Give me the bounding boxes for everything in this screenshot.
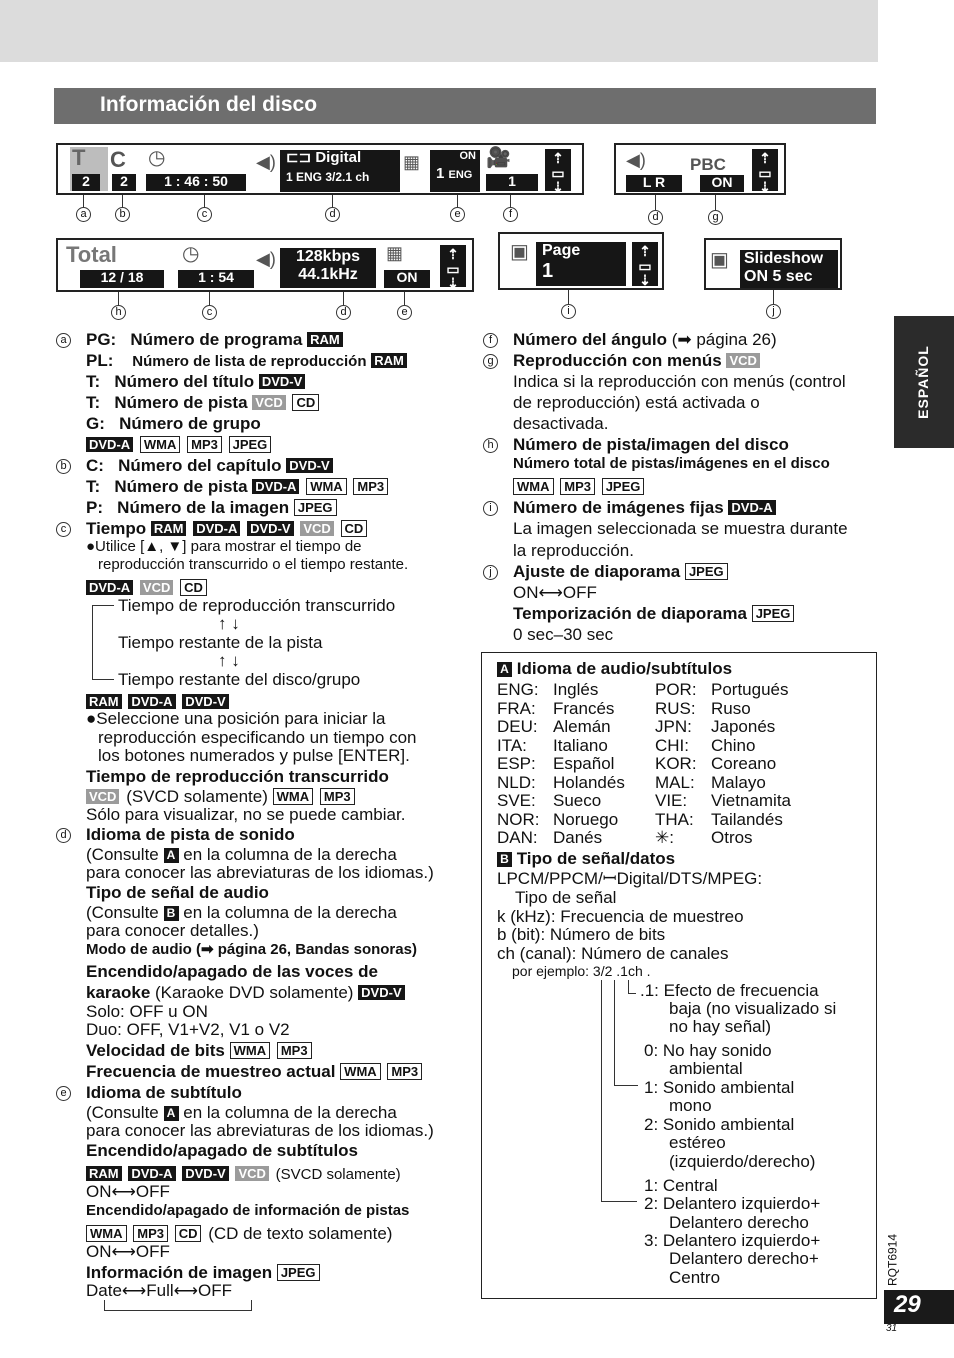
callout-g: g [483,354,498,369]
bit-desc: b (bit): Número de bits [497,925,666,944]
lang-code: ENG: [497,680,539,699]
lang-name: Coreano [711,754,777,773]
lang-code: SVE: [497,791,536,810]
subtitle-number: 1 [436,165,445,183]
front-3a: 3: Delantero izquierdo+ [644,1231,821,1250]
karaoke-solo: Solo: OFF u ON [86,1002,208,1021]
karaoke-heading-1: Encendido/apagado de las voces de [86,962,378,981]
lang-code: ESP: [497,754,536,773]
track-count: 12 / 18 [80,270,164,288]
image-icon: ▣ [510,241,529,263]
cycle-bracket [92,605,93,679]
page-box [536,242,626,286]
surround-0a: 0: No hay sonido [644,1041,772,1060]
lang-code: VIE: [655,791,688,810]
surround-2c: (izquierdo/derecho) [669,1152,816,1171]
cycle-arrows-1: ↑ ↓ [218,614,240,633]
front-3b: Delantero derecho+ [669,1249,819,1268]
lang-code: KOR: [655,754,697,773]
page-number: 29 [884,1290,954,1324]
lang-name: Tailandés [711,809,783,829]
audio-mode-line: Modo de audio (➡ página 26, Bandas sonoras) [86,941,417,958]
lr-channel: L R [626,175,682,192]
lang-name: Danés [553,828,603,847]
chapter-icon: C [110,147,126,172]
signal-types: LPCM/PPCM/ꟷDigital/DTS/MPEG: [497,869,763,888]
lang-code: RUS: [655,698,696,718]
karaoke-heading-2: karaoke (Karaoke DVD solamente) DVD-V [86,983,407,1002]
lang-code: FRA: [497,698,536,718]
select-note-1: ●Seleccione una posición para iniciar la [86,709,386,728]
speaker-icon: ◀) [256,249,276,269]
ch-desc: ch (canal): Número de canales [497,944,729,963]
tiempo-note-1: ●Utilice [▲, ▼] para mostrar el tiempo de [86,538,362,555]
callout-b: b [115,207,130,222]
image-icon: ▣ [710,249,729,271]
khz-desc: k (kHz): Frecuencia de muestreo [497,907,744,926]
callout-d: d [336,305,351,320]
callout-d: d [325,207,340,222]
subtitle-lang-heading: Idioma de subtítulo [86,1083,242,1102]
t-track-line: T: Número de pista VCD CD [86,393,321,412]
callout-h: h [483,438,498,453]
callout-c: c [197,207,212,222]
subtitle-lang: ENG [448,169,473,182]
lfe-line-2: baja (no visualizado si [669,999,837,1018]
callout-h: h [111,305,126,320]
subtitle-icon: ▦ [386,243,404,263]
callout-f: f [503,207,518,222]
lang-code: MAL: [655,772,695,792]
slideshow-values: ON⟷OFF [513,583,597,602]
display-panel-pbc [614,143,786,195]
consult-a-line-2: (Consulte A en la columna de la derecha [86,1103,397,1122]
select-note-3: los botones numerados y pulse [ENTER]. [98,746,410,765]
tiempo-note-2: reproducción transcurrido o el tiempo restante. [98,556,409,573]
front-2b: Delantero derecho [669,1213,809,1232]
bitrate-box [280,248,376,288]
pbc-on: ON [700,175,744,192]
image-info-values: Date⟷Full⟷OFF [86,1281,233,1300]
callout-e: e [450,207,465,222]
signal-types-desc: Tipo de señal [515,888,617,907]
language-side-tab [894,316,954,448]
doc-code [883,1233,903,1287]
doc-code-label: RQT6914 [885,1233,900,1287]
lang-name: Español [553,754,615,773]
audio-info-box [280,150,400,192]
title-number: 2 [112,174,136,191]
sampling-line: Frecuencia de muestreo actual WMA MP3 [86,1062,424,1081]
callout-c: c [56,522,71,537]
cycle-track: Tiempo restante de la pista [118,633,323,652]
lang-name: Portugués [711,680,789,699]
pbc-desc-1: Indica si la reproducción con menús (control [513,372,846,391]
lang-name: Chino [711,735,756,755]
consult-b-note: para conocer detalles.) [86,921,259,940]
kbps-value: 128kbps [295,248,361,265]
surround-0b: ambiental [669,1059,743,1078]
elapsed-tags: VCD (SVCD solamente) WMA MP3 [86,787,357,806]
lang-code: NLD: [497,772,536,792]
subtitle-icon: ▦ [403,152,421,172]
c-line: C: Número del capítulo DVD-V [86,456,335,475]
slideshow-range: 0 sec–30 sec [513,625,614,644]
pbc-desc-3: desactivada. [513,414,609,433]
elapsed-heading: Tiempo de reproducción transcurrido [86,767,389,786]
surround-2b: estéreo [669,1133,726,1152]
p-line: P: Número de la imagen JPEG [86,498,339,517]
pg-line: PG: Número de programa RAM [86,330,345,349]
lang-name: Alemán [553,717,611,736]
section-title: Información del disco [54,88,876,124]
callout-a: a [56,333,71,348]
audio-signal-heading: Tipo de señal de audio [86,883,269,902]
still-desc-1: La imagen seleccionada se muestra durante [513,519,848,538]
pbc-label: PBC [690,155,726,174]
lang-code: THA: [655,809,694,829]
lang-code: DAN: [497,828,538,847]
karaoke-duo: Duo: OFF, V1+V2, V1 o V2 [86,1020,290,1039]
t-track-line-2: T: Número de pista DVD-A WMA MP3 [86,477,390,496]
slideshow-status: ON 5 sec [744,268,813,286]
lang-name: Holandés [553,772,625,792]
khz-value: 44.1kHz [298,265,358,283]
dolby-icon: ⊏⊐ [286,149,316,166]
subtitle-on: ON [459,150,476,162]
callout-j: j [766,304,781,319]
callout-b: b [56,459,71,474]
callout-e: e [56,1086,71,1101]
consult-a-line: (Consulte A en la columna de la derecha [86,845,397,864]
lang-name: Ruso [711,698,751,718]
callout-i: i [483,501,498,516]
consult-a-note-2: para conocer las abreviaturas de los idiomas.) [86,1121,434,1140]
callout-i: i [561,304,576,319]
pbc-line: Reproducción con menús VCD [513,351,762,370]
angle-number: 1 [486,174,538,191]
tiempo-tags: DVD-A VCD CD [86,578,209,597]
subtitle-onoff-tags: RAM DVD-A DVD-V VCD (SVCD solamente) [86,1164,401,1184]
top-banner [0,0,878,62]
t-title-line: T: Número del título DVD-V [86,372,307,391]
time-display: 1 : 46 : 50 [146,174,246,191]
updown-arrow-icon[interactable]: ⇡ ▭ ⇣ [545,149,571,191]
consult-a-note: para conocer las abreviaturas de los idiomas.) [86,863,434,882]
lang-name: Vietnamita [711,791,792,810]
slideshow-label: Slideshow [744,250,824,267]
view-only-note: Sólo para visualizar, no se puede cambiar. [86,805,406,824]
still-desc-2: la reproducción. [513,541,634,560]
track-info-tags: WMA MP3 CD (CD de texto solamente) [86,1224,392,1243]
g-tags: DVD-A WMA MP3 JPEG [86,435,273,454]
clock-icon: ◷ [182,243,200,265]
tiempo-line: Tiempo RAM DVD-A DVD-V VCD CD [86,519,369,538]
total-track-tags: WMA MP3 JPEG [513,477,646,496]
g-line: G: Número de grupo [86,414,261,433]
time-display: 1 : 54 [178,270,254,288]
callout-d: d [648,210,663,225]
callout-e: e [397,305,412,320]
lang-code: ✳: [655,828,674,847]
lang-code: JPN: [655,717,692,736]
box-b-heading: B Tipo de señal/datos [497,849,675,868]
angle-line: Número del ángulo (➡ página 26) [513,330,777,349]
lang-code: POR: [655,680,697,699]
updown-arrow-icon[interactable]: ⇡ ▭ ⇣ [752,149,778,191]
audio-format: Digital [315,149,362,166]
audio-track-heading: Idioma de pista de sonido [86,825,295,844]
info-on: ON [384,270,430,288]
camera-icon: 🎥 [486,147,511,169]
speaker-icon: ◀) [256,152,276,172]
select-note-2: reproducción especificando un tiempo con [98,728,417,747]
lang-code: ITA: [497,735,527,755]
surround-1a: 1: Sonido ambiental [644,1078,795,1097]
cycle-arrows-2: ↑ ↓ [218,651,240,670]
lang-code: CHI: [655,735,689,755]
lang-name: Inglés [553,680,599,699]
still-heading: Número de imágenes fijas DVD-A [513,498,778,517]
clock-icon: ◷ [148,147,166,169]
subtitle-onoff-values: ON⟷OFF [86,1182,170,1201]
page-sub-number: 31 [886,1323,898,1334]
dolby-digital-label [286,150,400,167]
display-panel-page [498,232,664,290]
lang-name: Italiano [553,735,608,755]
track-info-heading: Encendido/apagado de información de pistas [86,1202,410,1219]
callout-g: g [708,210,723,225]
lang-name: Noruego [553,809,619,829]
callout-j: j [483,565,498,580]
page-label: Page [542,242,581,259]
program-number: 2 [72,174,100,191]
updown-arrow-icon[interactable]: ⇡ ▭ ⇣ [632,242,658,286]
slideshow-timing-heading: Temporización de diaporama JPEG [513,604,796,623]
total-label: Total [66,242,117,267]
box-a-heading: A Idioma de audio/subtítulos [497,659,732,678]
select-tags: RAM DVD-A DVD-V [86,692,231,711]
track-img-heading: Número de pista/imagen del disco [513,435,789,454]
speaker-icon: ◀) [626,150,646,170]
example-line: por ejemplo: 3/2 .1ch . [512,963,651,979]
subtitle-onoff-heading: Encendido/apagado de subtítulos [86,1141,359,1160]
page-value: 1 [542,259,554,282]
cycle-disc: Tiempo restante del disco/grupo [118,670,361,689]
total-track-heading: Número total de pistas/imágenes en el disco [513,455,830,472]
side-tab-label: ESPAÑOL [915,345,932,419]
lfe-line-3: no hay señal) [669,1017,772,1036]
display-panel-disc [56,143,584,195]
front-1: 1: Central [644,1176,718,1195]
lang-code: NOR: [497,809,540,829]
callout-d: d [56,828,71,843]
audio-detail: 1 ENG 3/2.1 ch [286,169,370,184]
updown-arrow-icon[interactable]: ⇡ ▭ ⇣ [440,245,466,287]
lang-name: Malayo [711,772,766,792]
cycle-elapsed: Tiempo de reproducción transcurrido [118,596,396,615]
surround-1b: mono [669,1096,712,1115]
slideshow-heading: Ajuste de diaporama JPEG [513,562,730,581]
lfe-line-1: .1: Efecto de frecuencia [640,981,819,1000]
pbc-desc-2: de reproducción) está activada o [513,393,760,412]
callout-f: f [483,333,498,348]
front-2a: 2: Delantero izquierdo+ [644,1194,821,1213]
track-info-values: ON⟷OFF [86,1242,170,1261]
disc-icon: T [72,145,86,170]
callout-c: c [202,305,217,320]
surround-2a: 2: Sonido ambiental [644,1115,795,1134]
front-3c: Centro [669,1268,721,1287]
image-info-line: Información de imagen JPEG [86,1263,322,1282]
lang-name: Otros [711,828,753,847]
lang-code: DEU: [497,717,538,736]
slideshow-box [740,250,838,288]
pl-line: PL: Número de lista de reproducción RAM [86,351,409,371]
lang-name: Japonés [711,717,776,736]
subtitle-box [430,150,480,192]
display-panel-slideshow [704,238,842,290]
display-panel-total [56,238,474,292]
lang-name: Sueco [553,791,602,810]
consult-b-line: (Consulte B en la columna de la derecha [86,903,397,922]
lang-name: Francés [553,698,615,718]
bitrate-line: Velocidad de bits WMA MP3 [86,1041,314,1060]
callout-a: a [76,207,91,222]
